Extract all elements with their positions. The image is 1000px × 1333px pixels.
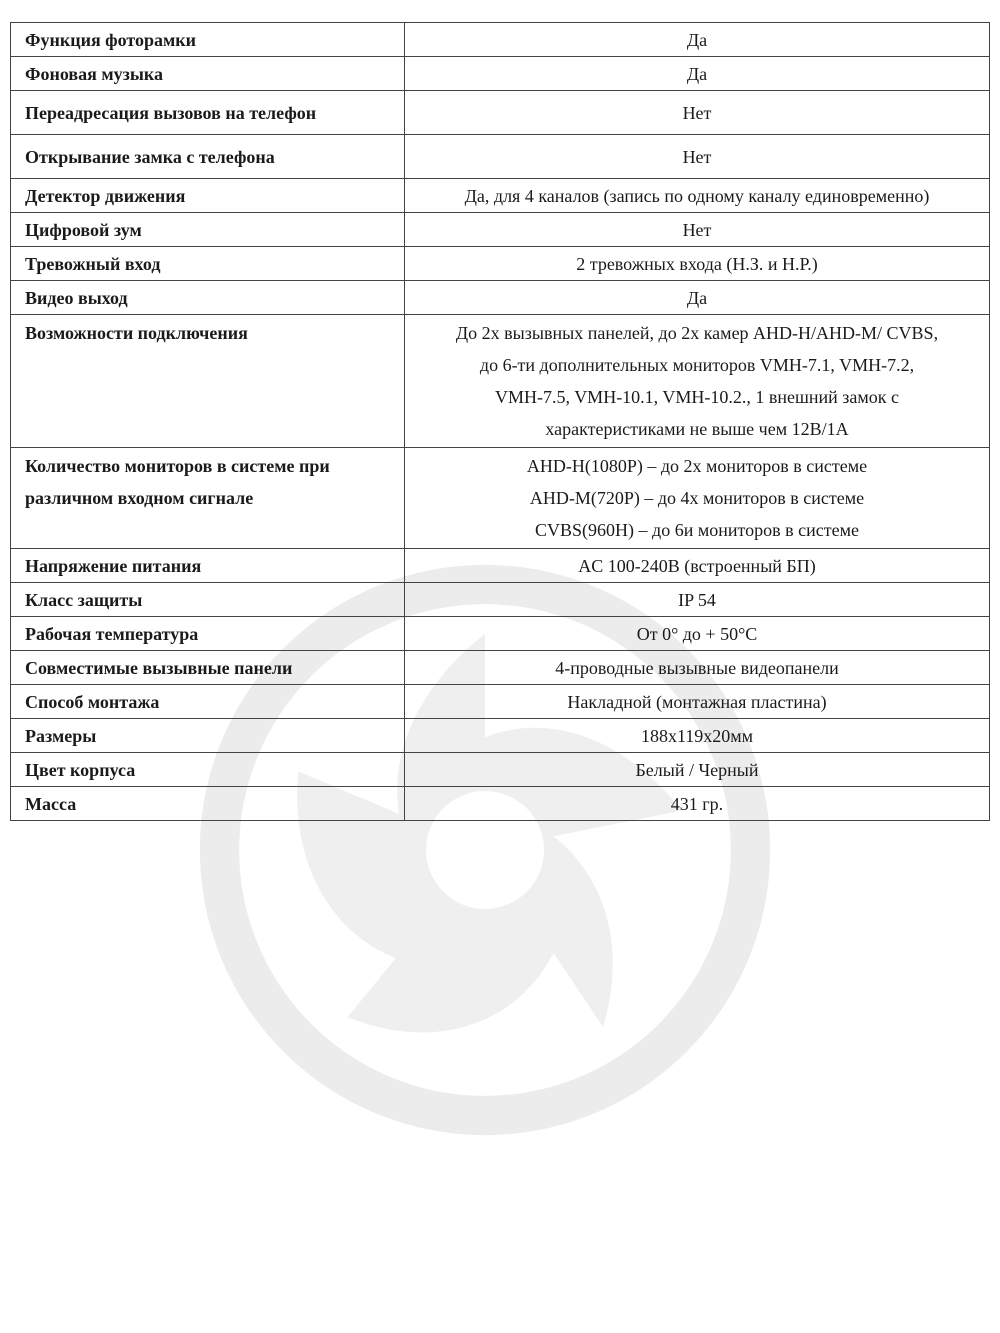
spec-label: Видео выход bbox=[11, 281, 405, 315]
spec-value-line: 2 тревожных входа (Н.З. и Н.Р.) bbox=[576, 253, 818, 274]
spec-row bbox=[11, 281, 990, 315]
spec-value-line: Да bbox=[686, 63, 708, 84]
spec-row bbox=[11, 651, 990, 685]
spec-value-line: Нет bbox=[682, 146, 712, 167]
spec-value-line: AC 100-240В (встроенный БП) bbox=[578, 555, 816, 576]
spec-value bbox=[405, 23, 990, 57]
spec-row bbox=[11, 719, 990, 753]
spec-label: Цвет корпуса bbox=[11, 753, 405, 787]
spec-value-line: От 0° до + 50°С bbox=[636, 623, 758, 644]
spec-label-line: различном входном сигнале bbox=[25, 488, 254, 508]
spec-value bbox=[405, 179, 990, 213]
spec-row bbox=[11, 247, 990, 281]
spec-value-line: Да bbox=[686, 29, 708, 50]
spec-row bbox=[11, 135, 990, 179]
spec-value bbox=[405, 135, 990, 179]
spec-row bbox=[11, 787, 990, 821]
spec-value-line: VMH-7.5, VMH-10.1, VMH-10.2., 1 внешний замок с bbox=[495, 387, 899, 407]
spec-value bbox=[405, 91, 990, 135]
spec-value bbox=[405, 583, 990, 617]
specifications-table bbox=[10, 22, 990, 821]
spec-value bbox=[405, 685, 990, 719]
spec-value-line: CVBS(960H) – до 6и мониторов в системе bbox=[535, 520, 859, 540]
spec-value-line: Нет bbox=[682, 219, 712, 240]
spec-row bbox=[11, 583, 990, 617]
spec-value bbox=[405, 57, 990, 91]
spec-label: Возможности подключения bbox=[11, 315, 405, 448]
spec-label: Рабочая температура bbox=[11, 617, 405, 651]
spec-label: Размеры bbox=[11, 719, 405, 753]
spec-value bbox=[405, 247, 990, 281]
spec-value-line: IP 54 bbox=[678, 589, 716, 610]
spec-label: Класс защиты bbox=[11, 583, 405, 617]
spec-row bbox=[11, 617, 990, 651]
spec-label: Детектор движения bbox=[11, 179, 405, 213]
spec-value-line: 4-проводные вызывные видеопанели bbox=[555, 657, 839, 678]
spec-value bbox=[405, 549, 990, 583]
spec-value-line: До 2х вызывных панелей, до 2х камер AHD-H/AHD-M/ CVBS, bbox=[455, 323, 939, 343]
spec-label: Способ монтажа bbox=[11, 685, 405, 719]
spec-value-line: 431 гр. bbox=[670, 793, 724, 814]
spec-row bbox=[11, 57, 990, 91]
spec-row bbox=[11, 549, 990, 583]
spec-label: Цифровой зум bbox=[11, 213, 405, 247]
spec-value-line: Нет bbox=[682, 102, 712, 123]
spec-label: Тревожный вход bbox=[11, 247, 405, 281]
spec-row bbox=[11, 448, 990, 549]
spec-label: Открывание замка с телефона bbox=[11, 135, 405, 179]
spec-value bbox=[405, 651, 990, 685]
spec-label: Переадресация вызовов на телефон bbox=[11, 91, 405, 135]
spec-label: Функция фоторамки bbox=[11, 23, 405, 57]
spec-value-line: характеристиками не выше чем 12В/1А bbox=[545, 419, 849, 439]
spec-value bbox=[405, 719, 990, 753]
spec-label bbox=[11, 448, 405, 549]
spec-label: Фоновая музыка bbox=[11, 57, 405, 91]
spec-value bbox=[405, 753, 990, 787]
spec-value bbox=[405, 315, 990, 448]
spec-row bbox=[11, 315, 990, 448]
spec-row bbox=[11, 753, 990, 787]
spec-row bbox=[11, 685, 990, 719]
spec-value bbox=[405, 281, 990, 315]
spec-row bbox=[11, 91, 990, 135]
spec-label-line: Количество мониторов в системе при bbox=[25, 456, 330, 476]
spec-value-line: AHD-H(1080P) – до 2х мониторов в системе bbox=[526, 456, 868, 476]
spec-label: Масса bbox=[11, 787, 405, 821]
spec-value-line: 188x119x20мм bbox=[640, 725, 754, 746]
spec-row bbox=[11, 23, 990, 57]
spec-value bbox=[405, 617, 990, 651]
spec-value bbox=[405, 448, 990, 549]
spec-value bbox=[405, 787, 990, 821]
spec-value bbox=[405, 213, 990, 247]
spec-label: Напряжение питания bbox=[11, 549, 405, 583]
spec-row bbox=[11, 213, 990, 247]
spec-row bbox=[11, 179, 990, 213]
spec-value-line: Да bbox=[686, 287, 708, 308]
spec-label: Совместимые вызывные панели bbox=[11, 651, 405, 685]
spec-value-line: до 6-ти дополнительных мониторов VMH-7.1, VMH-7.2, bbox=[479, 355, 915, 375]
spec-value-line: Накладной (монтажная пластина) bbox=[567, 691, 827, 712]
spec-value-line: AHD-M(720P) – до 4х мониторов в системе bbox=[529, 488, 865, 508]
spec-value-line: Белый / Черный bbox=[635, 759, 759, 780]
spec-value-line: Да, для 4 каналов (запись по одному каналу единовременно) bbox=[464, 185, 930, 206]
